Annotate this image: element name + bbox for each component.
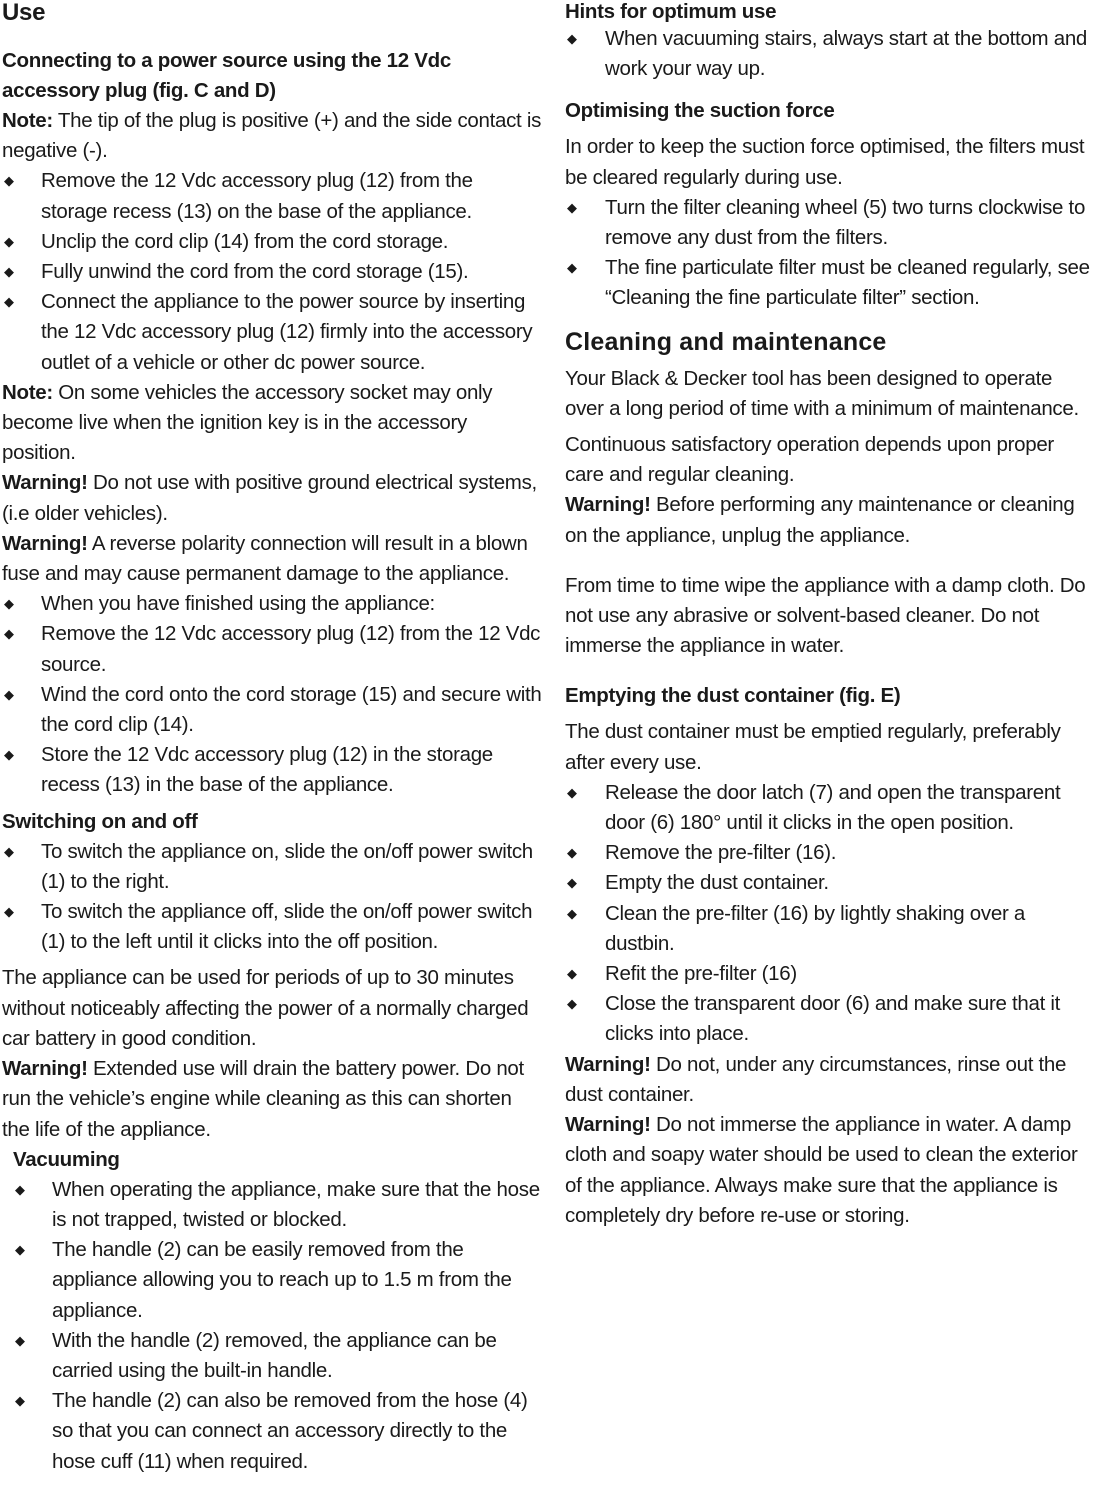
list-item xyxy=(13,1326,542,1386)
para-emptying: The dust container must be emptied regularly, preferably after every use. xyxy=(565,720,1061,774)
para-designed: Your Black & Decker tool has been designed to operate over a long period of time with a minimum of maintenance. xyxy=(565,366,1079,420)
list-item-text: To switch the appliance on, slide the on/off power switch (1) to the right. xyxy=(41,839,533,893)
bullet-icon: ◆ xyxy=(4,294,14,310)
heading-cleaning-maintenance: Cleaning and maintenance xyxy=(565,327,887,356)
heading-switching: Switching on and off xyxy=(2,809,198,833)
list-item-text: Remove the pre-filter (16). xyxy=(605,841,837,865)
heading-vacuuming: Vacuuming xyxy=(13,1147,120,1171)
warning-no-rinse xyxy=(565,1050,1093,1110)
hints-steps-list xyxy=(565,24,1093,84)
warning-text: A reverse polarity connection will result in a blown fuse and may cause permanent damage to the appliance. xyxy=(2,531,528,586)
bullet-icon: ◆ xyxy=(4,264,14,280)
bullet-icon: ◆ xyxy=(15,1332,25,1348)
warning-label: Warning! xyxy=(2,471,88,495)
bullet-icon: ◆ xyxy=(4,173,14,189)
para-continuous-operation: Continuous satisfactory operation depends upon proper care and regular cleaning. xyxy=(565,433,1054,487)
finish-steps-list xyxy=(2,589,542,800)
emptying-steps-list xyxy=(565,778,1093,1050)
list-item xyxy=(13,1235,542,1326)
list-item-text: Remove the 12 Vdc accessory plug (12) from the storage recess (13) on the base of the appliance. xyxy=(41,169,473,223)
heading-hints: Hints for optimum use xyxy=(565,0,777,23)
warning-unplug xyxy=(565,490,1093,550)
list-item xyxy=(2,166,542,226)
list-item xyxy=(565,838,1093,868)
warning-text: Before performing any maintenance or cleaning on the appliance, unplug the appliance. xyxy=(565,493,1075,547)
bullet-icon: ◆ xyxy=(4,596,14,612)
list-item-text: Wind the cord onto the cord storage (15) and secure with the cord clip (14). xyxy=(41,682,542,737)
warning-positive-ground xyxy=(2,468,542,528)
note-accessory-socket xyxy=(2,378,542,469)
list-item xyxy=(2,589,542,619)
list-item-text: Clean the pre-filter (16) by lightly shaking over a dustbin. xyxy=(605,901,1025,955)
vacuuming-steps-list xyxy=(13,1175,542,1477)
bullet-icon: ◆ xyxy=(4,626,14,642)
bullet-icon: ◆ xyxy=(4,233,14,249)
list-item-text: Unclip the cord clip (14) from the cord storage. xyxy=(41,229,449,253)
warning-label: Warning! xyxy=(565,1052,651,1076)
list-item-text: When vacuuming stairs, always start at the bottom and work your way up. xyxy=(605,27,1088,81)
list-item-text: To switch the appliance off, slide the on/off power switch (1) to the left until it clicks into the off position. xyxy=(41,900,533,954)
list-item xyxy=(2,227,542,257)
list-item-text: Close the transparent door (6) and make sure that it clicks into place. xyxy=(605,992,1061,1046)
list-item xyxy=(2,897,542,957)
list-item-text: The handle (2) can be easily removed from the appliance allowing you to reach up to 1.5 m from the appliance. xyxy=(52,1238,512,1322)
list-item-text: When you have finished using the appliance: xyxy=(41,592,435,616)
list-item xyxy=(2,619,542,679)
list-item-text: Fully unwind the cord from the cord storage (15). xyxy=(41,260,469,284)
list-item xyxy=(2,740,542,800)
right-column xyxy=(565,0,1093,1231)
heading-suction: Optimising the suction force xyxy=(565,99,835,123)
list-item-text: Turn the filter cleaning wheel (5) two turns clockwise to remove any dust from the filters. xyxy=(605,195,1086,250)
list-item xyxy=(565,899,1093,959)
list-item-text: Remove the 12 Vdc accessory plug (12) from the 12 Vdc source. xyxy=(41,622,541,676)
list-item xyxy=(2,257,542,287)
bullet-icon: ◆ xyxy=(567,199,577,215)
list-item xyxy=(565,778,1093,838)
note-plug-polarity xyxy=(2,106,542,166)
section-title-use: Use xyxy=(2,0,46,26)
left-column xyxy=(2,0,542,1477)
list-item-text: Store the 12 Vdc accessory plug (12) in the storage recess (13) in the base of the appliance. xyxy=(41,743,493,797)
switching-steps-list xyxy=(2,837,542,958)
bullet-icon: ◆ xyxy=(15,1242,25,1258)
bullet-icon: ◆ xyxy=(15,1181,25,1197)
warning-text: Do not, under any circumstances, rinse out the dust container. xyxy=(565,1052,1067,1106)
list-item xyxy=(2,837,542,897)
warning-label: Warning! xyxy=(2,1057,88,1081)
bullet-icon: ◆ xyxy=(4,904,14,920)
connect-steps-list xyxy=(2,166,542,377)
vacuuming-section xyxy=(2,1145,542,1477)
list-item xyxy=(13,1175,542,1235)
warning-label: Warning! xyxy=(2,531,88,555)
list-item-text: When operating the appliance, make sure that the hose is not trapped, twisted or blocked. xyxy=(52,1177,540,1231)
warning-label: Warning! xyxy=(565,1113,651,1137)
list-item xyxy=(565,989,1093,1049)
list-item xyxy=(2,680,542,740)
suction-steps-list xyxy=(565,193,1093,314)
note-text: The tip of the plug is positive (+) and the side contact is negative (-). xyxy=(2,109,542,163)
list-item-text: The fine particulate filter must be cleaned regularly, see “Cleaning the fine particulate filter” section. xyxy=(605,256,1090,310)
bullet-icon: ◆ xyxy=(567,845,577,861)
list-item xyxy=(13,1386,542,1477)
bullet-icon: ◆ xyxy=(15,1393,25,1409)
warning-reverse-polarity xyxy=(2,529,542,589)
bullet-icon: ◆ xyxy=(567,31,577,46)
list-item xyxy=(565,193,1093,253)
bullet-icon: ◆ xyxy=(567,875,577,891)
bullet-icon: ◆ xyxy=(567,784,577,800)
list-item xyxy=(565,253,1093,313)
bullet-icon: ◆ xyxy=(4,686,14,702)
warning-text: Extended use will drain the battery power. Do not run the vehicle’s engine while cleaning as this can shorten the life of the appliance. xyxy=(2,1057,524,1141)
bullet-icon: ◆ xyxy=(567,260,577,276)
bullet-icon: ◆ xyxy=(567,905,577,921)
bullet-icon: ◆ xyxy=(4,747,14,763)
heading-emptying: Emptying the dust container (fig. E) xyxy=(565,684,901,708)
warning-text: Do not immerse the appliance in water. A damp cloth and soapy water should be used to clean the exterior of the appliance. Always make sure that the appliance is completely dry before re-use or storing. xyxy=(565,1113,1078,1227)
bullet-icon: ◆ xyxy=(567,996,577,1012)
para-usage-duration: The appliance can be used for periods of up to 30 minutes without noticeably affecting the power of a normally charged car battery in good condition. xyxy=(2,966,529,1050)
list-item-text: Empty the dust container. xyxy=(605,871,829,895)
list-item-text: Connect the appliance to the power source by inserting the 12 Vdc accessory plug (12) firmly into the accessory outlet of a vehicle or other dc power source. xyxy=(41,290,533,374)
heading-connecting: Connecting to a power source using the 12 Vdc accessory plug (fig. C and D) xyxy=(2,49,451,102)
list-item-text: Release the door latch (7) and open the transparent door (6) 180° until it clicks in the open position. xyxy=(605,780,1061,835)
bullet-icon: ◆ xyxy=(567,966,577,982)
para-wipe: From time to time wipe the appliance with a damp cloth. Do not use any abrasive or solvent-based cleaner. Do not immerse the appliance in water. xyxy=(565,573,1086,658)
bullet-icon: ◆ xyxy=(4,843,14,859)
warning-no-immerse xyxy=(565,1110,1093,1231)
list-item xyxy=(565,868,1093,898)
warning-label: Warning! xyxy=(565,493,651,517)
list-item-text: Refit the pre-filter (16) xyxy=(605,962,797,986)
list-item xyxy=(565,959,1093,989)
warning-battery-drain xyxy=(2,1054,542,1145)
note-label: Note: xyxy=(2,380,53,404)
list-item xyxy=(2,287,542,378)
note-label: Note: xyxy=(2,109,53,132)
list-item-text: With the handle (2) removed, the appliance can be carried using the built-in handle. xyxy=(52,1328,497,1382)
list-item-text: The handle (2) can also be removed from the hose (4) so that you can connect an accessory directly to the hose cuff (11) when required. xyxy=(52,1389,528,1473)
warning-text: Do not use with positive ground electrical systems, (i.e older vehicles). xyxy=(2,471,537,525)
para-suction: In order to keep the suction force optimised, the filters must be cleared regularly during use. xyxy=(565,135,1085,189)
list-item xyxy=(565,24,1093,84)
note-text: On some vehicles the accessory socket may only become live when the ignition key is in the accessory position. xyxy=(2,380,493,465)
